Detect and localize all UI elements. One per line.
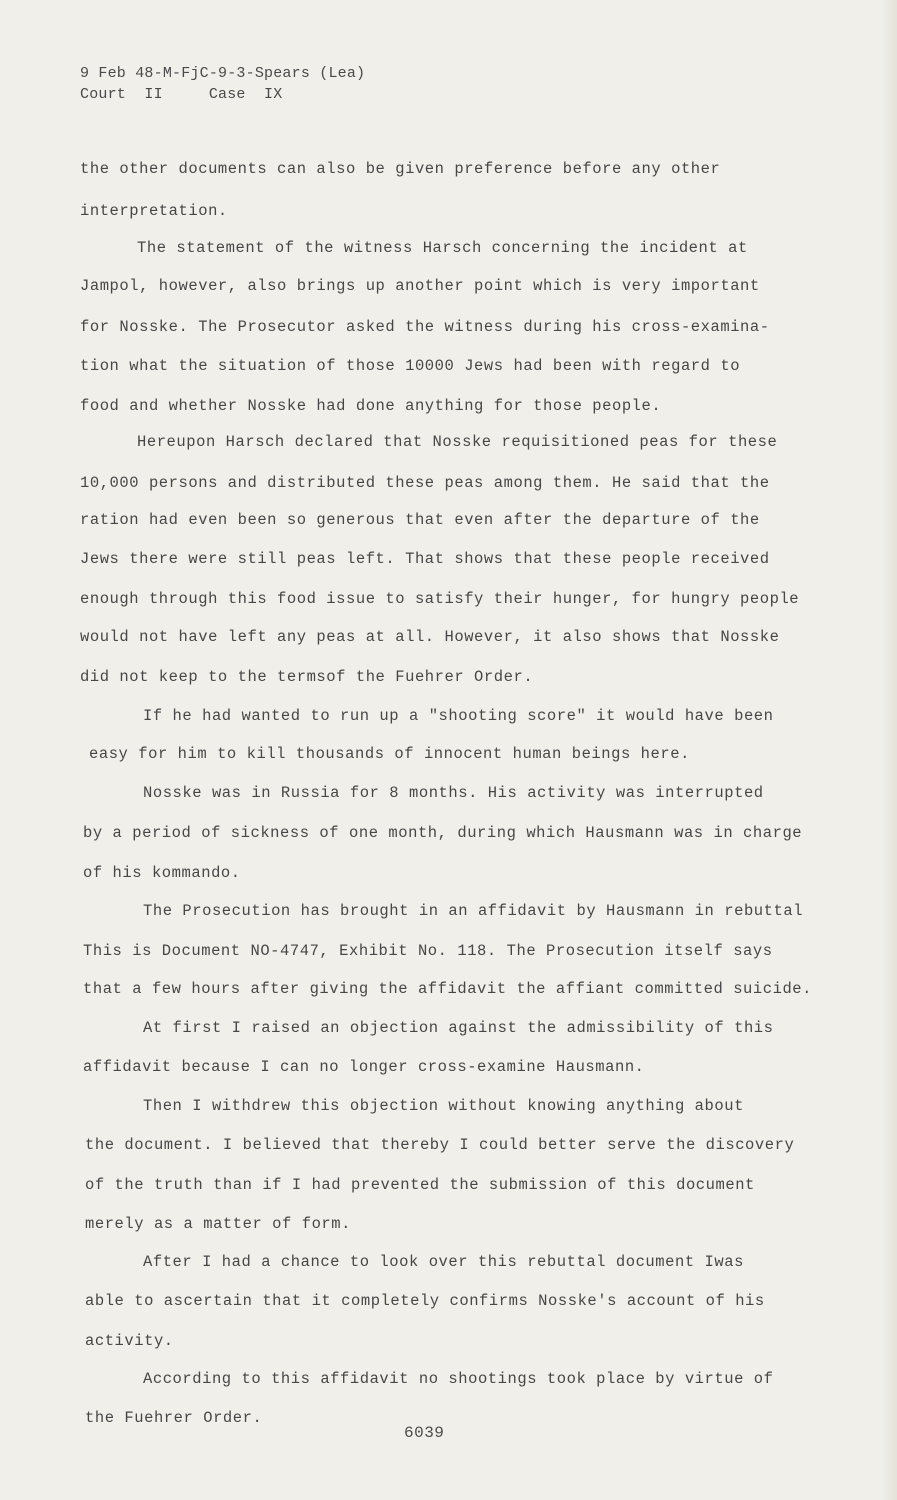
text-line: that a few hours after giving the affidavit the affiant committed suicide.	[83, 980, 813, 998]
text-line: merely as a matter of form.	[85, 1215, 351, 1233]
text-line: by a period of sickness of one month, during which Hausmann was in charge	[83, 824, 803, 842]
header-date-line: 9 Feb 48-M-FjC-9-3-Spears (Lea)	[80, 65, 366, 82]
text-line: of his kommando.	[83, 864, 241, 882]
text-line: tion what the situation of those 10000 Jews had been with regard to	[80, 357, 741, 375]
text-line: would not have left any peas at all. However, it also shows that Nosske	[80, 628, 780, 646]
text-line: Hereupon Harsch declared that Nosske requisitioned peas for these	[137, 433, 778, 451]
text-line: Nosske was in Russia for 8 months. His activity was interrupted	[143, 784, 764, 802]
text-line: 10,000 persons and distributed these peas among them. He said that the	[80, 474, 770, 492]
text-line: ration had even been so generous that even after the departure of the	[80, 511, 760, 529]
text-line: Then I withdrew this objection without knowing anything about	[143, 1097, 744, 1115]
text-line: This is Document NO-4747, Exhibit No. 118. The Prosecution itself says	[83, 942, 773, 960]
text-line: did not keep to the termsof the Fuehrer Order.	[80, 668, 534, 686]
text-line: The statement of the witness Harsch concerning the incident at	[137, 239, 748, 257]
header-court-case-line: Court II Case IX	[80, 86, 283, 103]
text-line: activity.	[85, 1332, 174, 1350]
text-line: If he had wanted to run up a "shooting score" it would have been	[143, 707, 774, 725]
text-line: After I had a chance to look over this rebuttal document Iwas	[143, 1253, 744, 1271]
text-line: interpretation.	[80, 202, 228, 220]
page-edge	[883, 0, 897, 1500]
text-line: Jampol, however, also brings up another point which is very important	[80, 277, 760, 295]
text-line: enough through this food issue to satisfy their hunger, for hungry people	[80, 590, 800, 608]
text-line: Jews there were still peas left. That shows that these people received	[80, 550, 770, 568]
page-number: 6039	[404, 1424, 445, 1442]
text-line: easy for him to kill thousands of innocent human beings here.	[89, 745, 690, 763]
text-line: At first I raised an objection against the admissibility of this	[143, 1019, 774, 1037]
text-line: able to ascertain that it completely confirms Nosske's account of his	[85, 1292, 765, 1310]
text-line: of the truth than if I had prevented the submission of this document	[85, 1176, 755, 1194]
text-line: for Nosske. The Prosecutor asked the witness during his cross-examina-	[80, 318, 770, 336]
text-line: the Fuehrer Order.	[85, 1409, 263, 1427]
text-line: the document. I believed that thereby I could better serve the discovery	[85, 1136, 795, 1154]
document-header	[80, 63, 365, 105]
text-line: According to this affidavit no shootings took place by virtue of	[143, 1370, 774, 1388]
text-line: affidavit because I can no longer cross-examine Hausmann.	[83, 1058, 645, 1076]
text-line: The Prosecution has brought in an affidavit by Hausmann in rebuttal	[143, 902, 804, 920]
text-line: food and whether Nosske had done anything for those people.	[80, 397, 662, 415]
text-line: the other documents can also be given preference before any other	[80, 160, 721, 178]
